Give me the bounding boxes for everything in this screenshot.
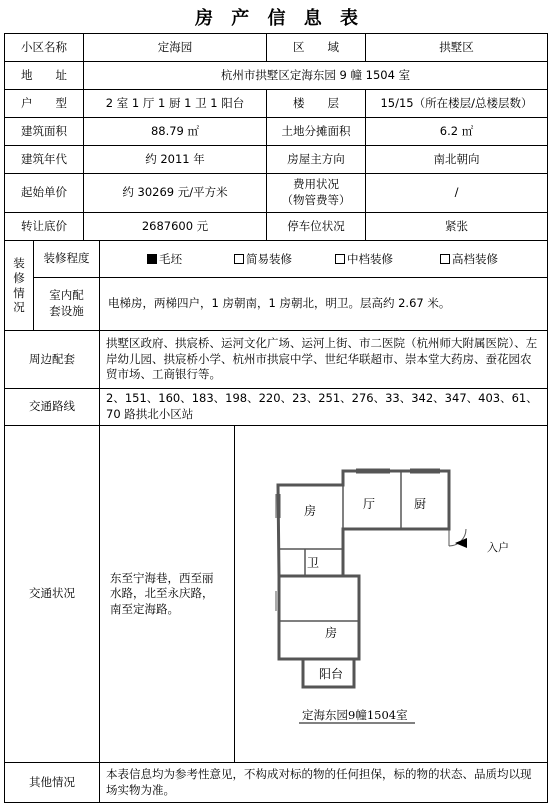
option-high-label: 高档装修 xyxy=(452,252,498,266)
entrance-arrow-icon xyxy=(455,538,467,548)
entrance-label: 入户 xyxy=(487,541,509,554)
district-label: 区 域 xyxy=(266,33,366,62)
address-label: 地 址 xyxy=(4,61,84,90)
layout-label: 户 型 xyxy=(4,89,84,118)
floorplan-caption: 定海东园9幢1504室 xyxy=(302,708,408,722)
area-value: 88.79 ㎡ xyxy=(83,117,267,146)
option-rough-label: 毛坯 xyxy=(159,252,182,266)
other-value: 本表信息均为参考性意见，不构成对标的物的任何担保，标的物的状态、品质均以现场实物为准。 xyxy=(99,762,548,803)
decoration-group-label: 装修情况 xyxy=(4,240,34,331)
decoration-level-label: 装修程度 xyxy=(33,240,100,278)
orientation-label: 房屋主方向 xyxy=(266,145,366,174)
facilities-label: 室内配套设施 xyxy=(33,277,100,331)
facilities-value: 电梯房，两梯四户，1 房朝南，1 房朝北，明卫。层高约 2.67 米。 xyxy=(99,277,548,331)
transit-routes-label: 交通路线 xyxy=(4,388,100,426)
estate-label: 小区名称 xyxy=(4,33,84,62)
year-label: 建筑年代 xyxy=(4,145,84,174)
room-balcony: 阳台 xyxy=(319,667,344,681)
price-value: 约 30269 元/平方米 xyxy=(83,173,267,213)
checked-box-icon xyxy=(147,254,157,264)
floor-label: 楼 层 xyxy=(266,89,366,118)
surroundings-value: 拱墅区政府、拱宸桥、运河文化广场、运河上街、市二医院（杭州师大附属医院）、左岸幼儿园、拱宸桥小学、杭州市拱宸中学、世纪华联超市、崇本堂大药房、蚕花园农贸市场、工商银行等。 xyxy=(99,330,548,389)
land-area-value: 6.2 ㎡ xyxy=(365,117,548,146)
transit-status-label: 交通状况 xyxy=(4,425,100,763)
reserve-price-value: 2687600 元 xyxy=(83,212,267,241)
floor-value: 15/15（所在楼层/总楼层数） xyxy=(365,89,548,118)
parking-value: 紧张 xyxy=(365,212,548,241)
room-living: 厅 xyxy=(363,497,376,511)
reserve-price-label: 转让底价 xyxy=(4,212,84,241)
layout-value: 2 室 1 厅 1 厨 1 卫 1 阳台 xyxy=(83,89,267,118)
option-medium[interactable] xyxy=(335,252,393,268)
room-bedroom-south: 房 xyxy=(325,626,338,640)
room-kitchen: 厨 xyxy=(414,497,427,511)
estate-value: 定海园 xyxy=(83,33,267,62)
transit-status-value: 东至宁海巷，西至丽水路，北至永庆路，南至定海路。 xyxy=(99,425,235,763)
checkbox-icon xyxy=(440,254,450,264)
year-value: 约 2011 年 xyxy=(83,145,267,174)
room-bath: 卫 xyxy=(307,556,320,570)
surroundings-label: 周边配套 xyxy=(4,330,100,389)
price-label: 起始单价 xyxy=(4,173,84,213)
parking-label: 停车位状况 xyxy=(266,212,366,241)
option-simple-label: 简易装修 xyxy=(246,252,292,266)
floorplan-drawing xyxy=(235,426,547,762)
district-value: 拱墅区 xyxy=(365,33,548,62)
option-medium-label: 中档装修 xyxy=(347,252,393,266)
option-high[interactable] xyxy=(440,252,498,268)
option-rough[interactable] xyxy=(147,252,182,268)
transit-routes-value: 2、151、160、183、198、220、23、251、276、33、342、347、403、61、70 路拱北小区站 xyxy=(99,388,548,426)
checkbox-icon xyxy=(335,254,345,264)
page-title: 房 产 信 息 表 xyxy=(194,8,365,29)
fee-label: 费用状况 （物管费等） xyxy=(266,173,366,213)
orientation-value: 南北朝向 xyxy=(365,145,548,174)
checkbox-icon xyxy=(234,254,244,264)
room-bedroom-north: 房 xyxy=(304,504,317,518)
fee-value: / xyxy=(365,173,548,213)
other-label: 其他情况 xyxy=(4,762,100,803)
decoration-options xyxy=(99,240,548,278)
land-area-label: 土地分摊面积 xyxy=(266,117,366,146)
floorplan-cell xyxy=(234,425,548,763)
address-value: 杭州市拱墅区定海东园 9 幢 1504 室 xyxy=(83,61,548,90)
option-simple[interactable] xyxy=(234,252,292,268)
area-label: 建筑面积 xyxy=(4,117,84,146)
